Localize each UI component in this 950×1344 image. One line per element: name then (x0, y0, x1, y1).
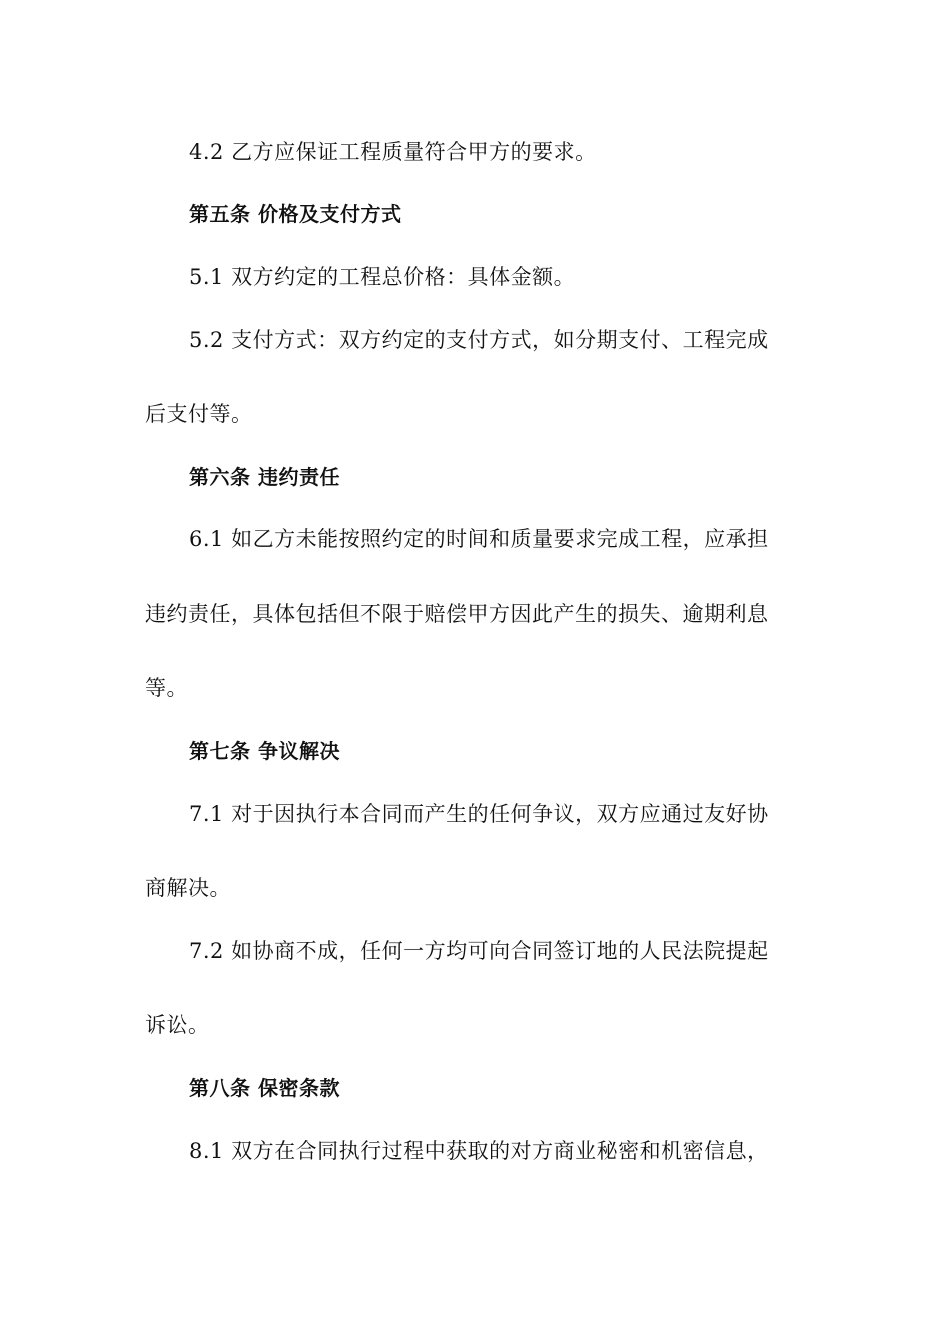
clause-6-1-continued-1: 违约责任，具体包括但不限于赔偿甲方因此产生的损失、逾期利息 (145, 602, 769, 626)
section-heading-7: 第七条 争议解决 (189, 739, 340, 763)
clause-7-2-continued: 诉讼。 (145, 1013, 210, 1037)
clause-6-1: 6.1 如乙方未能按照约定的时间和质量要求完成工程，应承担 (189, 527, 769, 551)
clause-7-1-continued: 商解决。 (145, 876, 231, 900)
clause-6-1-continued-2: 等。 (145, 676, 188, 700)
clause-5-2-continued: 后支付等。 (145, 402, 253, 426)
clause-7-2: 7.2 如协商不成，任何一方均可向合同签订地的人民法院提起 (189, 939, 769, 963)
section-heading-8: 第八条 保密条款 (189, 1076, 340, 1100)
clause-7-1: 7.1 对于因执行本合同而产生的任何争议，双方应通过友好协 (189, 802, 769, 826)
clause-8-1: 8.1 双方在合同执行过程中获取的对方商业秘密和机密信息， (189, 1139, 769, 1163)
section-heading-5: 第五条 价格及支付方式 (189, 202, 402, 226)
clause-5-2: 5.2 支付方式：双方约定的支付方式，如分期支付、工程完成 (189, 328, 769, 352)
clause-5-1: 5.1 双方约定的工程总价格：具体金额。 (189, 265, 576, 289)
clause-4-2: 4.2 乙方应保证工程质量符合甲方的要求。 (189, 140, 597, 164)
section-heading-6: 第六条 违约责任 (189, 465, 340, 489)
